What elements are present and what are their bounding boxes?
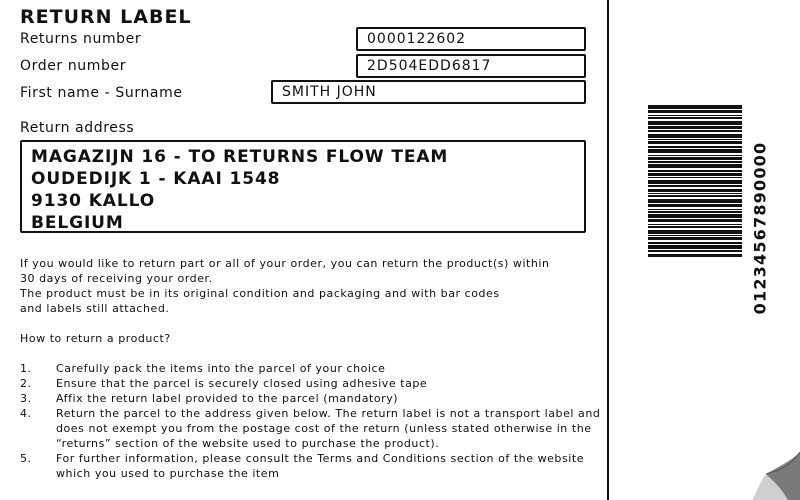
info-line: If you would like to return part or all of your order, you can return the product(s) within	[20, 257, 550, 270]
barcode-bar	[648, 195, 742, 197]
step-item	[20, 376, 604, 391]
step-text: Carefully pack the items into the parcel of your choice	[56, 362, 386, 375]
barcode-bar	[648, 105, 742, 109]
barcode-bar	[648, 161, 742, 163]
barcode-bar	[648, 117, 742, 119]
barcode-bar	[648, 242, 742, 244]
step-text: Return the parcel to the address given below. The return label is not a transport label and does not exempt you from the postage cost of the return (unless stated otherwise in the “returns” section of the website used to purchase the product).	[56, 407, 601, 450]
barcode-bar	[648, 139, 742, 140]
barcode-bar	[648, 224, 742, 225]
step-item	[20, 406, 604, 451]
step-number: 3.	[20, 392, 32, 405]
step-item	[20, 391, 604, 406]
barcode-bar	[648, 230, 742, 234]
barcode-bar	[648, 209, 742, 210]
barcode-bar	[648, 199, 742, 203]
barcode-bar	[648, 177, 742, 178]
barcode-bar	[648, 204, 742, 207]
name-label: First name - Surname	[20, 85, 183, 101]
step-text: Affix the return label provided to the parcel (mandatory)	[56, 392, 399, 405]
address-line: BELGIUM	[31, 213, 124, 233]
info-line: and labels still attached.	[20, 302, 170, 315]
cut-line-divider	[607, 0, 609, 500]
return-address-label: Return address	[20, 120, 135, 136]
order-number-field: 2D504EDD6817	[356, 54, 586, 78]
barcode-bar	[648, 115, 742, 116]
barcode-icon	[648, 105, 742, 398]
barcode-bar	[648, 134, 742, 138]
name-field: SMITH JOHN	[271, 80, 586, 104]
barcode-bar	[648, 141, 742, 144]
barcode-bar	[648, 219, 742, 222]
step-text: For further information, please consult the Terms and Conditions section of the website which you used to purchase the item	[56, 452, 585, 480]
barcode-bar	[648, 185, 742, 187]
barcode-bar	[648, 211, 742, 213]
step-text: Ensure that the parcel is securely closed using adhesive tape	[56, 377, 428, 390]
barcode-bar	[648, 164, 742, 168]
barcode-bar	[648, 121, 742, 125]
how-to-heading: How to return a product?	[20, 332, 171, 345]
step-item	[20, 361, 604, 376]
barcode-bar	[648, 226, 742, 228]
barcode-bar	[648, 149, 742, 153]
barcode-bar	[648, 250, 742, 252]
page-curl-icon	[752, 452, 800, 500]
barcode-bar	[648, 254, 742, 257]
barcode-bar	[648, 110, 742, 113]
barcode-bar	[648, 146, 742, 148]
barcode-bar	[648, 157, 742, 160]
order-number-label: Order number	[20, 58, 127, 74]
barcode-bar	[648, 237, 742, 240]
barcode-bar	[648, 130, 742, 132]
barcode-bar	[648, 245, 742, 249]
barcode-bar	[648, 214, 742, 218]
info-line: 30 days of receiving your order.	[20, 272, 213, 285]
info-line: The product must be in its original condition and packaging and with bar codes	[20, 287, 500, 300]
barcode-bar	[648, 126, 742, 129]
barcode-bar	[648, 180, 742, 184]
address-line: 9130 KALLO	[31, 191, 156, 211]
address-line: MAGAZIJN 16 - TO RETURNS FLOW TEAM	[31, 147, 449, 167]
barcode-bar	[648, 193, 742, 194]
barcode-bar	[648, 189, 742, 192]
barcode-bar	[648, 170, 742, 172]
barcode-bar	[648, 235, 742, 236]
barcode-bar	[648, 155, 742, 156]
return-address-box	[20, 140, 586, 233]
page-title: RETURN LABEL	[20, 6, 192, 28]
step-item	[20, 451, 604, 481]
barcode-number: 01234567890000	[750, 141, 770, 315]
steps-list	[20, 361, 604, 481]
address-line: OUDEDIJK 1 - KAAI 1548	[31, 169, 281, 189]
step-number: 4.	[20, 407, 32, 420]
barcode-bar	[648, 173, 742, 176]
step-number: 1.	[20, 362, 32, 375]
returns-number-field: 0000122602	[356, 27, 586, 51]
step-number: 2.	[20, 377, 32, 390]
step-number: 5.	[20, 452, 32, 465]
returns-number-label: Returns number	[20, 31, 142, 47]
